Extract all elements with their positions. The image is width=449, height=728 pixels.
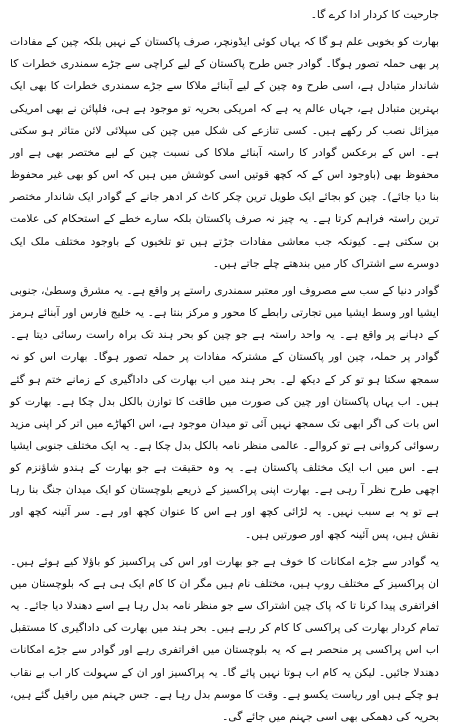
article-paragraph-2: بھارت کو بخوبی علم ہو گا کہ یہاں کوئی ایڈونچر، صرف پاکستان کے نہیں بلکہ چین کے مفادات پر بھی حملہ تصور ہوگا۔ گوادر جس طرح پاکستان کے لیے کراچی سے جڑے سمندری خطرات کا شاندار متبادل ہے، اسی طرح وہ چین کے لیے آبنائے ملاکا سے جڑے سمندری خطرات کا بھی ایک بہترین متبادل ہے، جہاں عالم یہ ہے کہ امریکی بحریہ تو موجود ہے ہی، فلپائن نے بھی امریکی میزائل نصب کر رکھے ہیں۔ کسی تنازعے کی شکل میں چین کی سپلائی لائن متاثر ہو سکتی ہے۔ اس کے برعکس گوادر کا راستہ آبنائے ملاکا کی نسبت چین کے لیے مختصر بھی ہے اور محفوظ بھی (باوجود اس کے کہ کچھ قوتیں اسی کوشش میں ہیں کہ اس کو بھی غیر محفوظ بنا دیا جائے)۔ چین کو بجائے ایک طویل ترین چکر کاٹ کر ادھر جانے کے گوادر ایک شاندار مختصر ترین راستہ فراہم کرتا ہے۔ یہ چیز نہ صرف پاکستان بلکہ سارے خطے کے استحکام کی علامت بن سکتی ہے۔ کیونکہ جب معاشی مفادات جڑتے ہیں تو تلخیوں کے باوجود مختلف ملک ایک دوسرے سے اشتراک کار میں بندھتے چلے جاتے ہیں۔ (10, 35, 439, 270)
article-paragraph-3: گوادر دنیا کے سب سے مصروف اور معتبر سمندری راستے پر واقع ہے۔ یہ مشرق وسطیٰ، جنوبی ایشیا اور وسط ایشیا میں تجارتی رابطے کا محور و مرکز بنتا ہے۔ یہ خلیج فارس اور آبنائے ہرمز کے دہانے پر واقع ہے۔ یہ واحد راستہ ہے جو چین کو بحر ہند تک براہ راست رسائی دیتا ہے۔ گوادر پر حملہ، چین اور پاکستان کے مشترکہ مفادات پر حملہ تصور ہوگا۔ بھارت اس کو نہ سمجھ سکتا ہو تو کر کے دیکھ لے۔ بحر ہند میں اب بھارت کی داداگیری کے زمانے ختم ہو گئے ہیں۔ اب یہاں پاکستان اور چین کی صورت میں طاقت کا توازن بالکل بدل چکا ہے۔ بھارت کو اس بات کی اگر ابھی تک سمجھ نہیں آئی تو میدان موجود ہے، اس اکھاڑے میں اتر کر اپنی مزید رسوائی کروانی ہے تو کروالے۔ عالمی منظر نامہ بالکل بدل چکا ہے۔ یہ ایک مختلف جنوبی ایشیا ہے۔ اس میں اب ایک مختلف پاکستان ہے۔ یہ وہ حقیقت ہے جو بھارت کے ہندو شاؤنزم کو اچھی طرح نظر آ رہی ہے۔ بھارت اپنی پراکسیز کے ذریعے بلوچستان کو ایک میدان جنگ بنا رہا ہے تو یہ بے سبب نہیں۔ یہ لڑائی کچھ اور ہے اس کا عنوان کچھ اور ہے۔ سر آئینہ کچھ اور نقش ہیں، پس آئینہ کچھ اور صورتیں ہیں۔ (10, 283, 439, 541)
article-paragraph-1: جارحیت کا کردار ادا کرے گا۔ (310, 8, 439, 21)
article-paragraph-4: یہ گوادر سے جڑے امکانات کا خوف ہے جو بھارت اور اس کی پراکسیز کو باؤلا کیے ہوئے ہیں۔ ان پراکسیز کے مختلف روپ ہیں، مختلف نام ہیں مگر ان کا کام ایک ہی ہے کہ بلوچستان میں افراتفری پیدا کرنا تا کہ پاک چین اشتراک سے جو منظر نامہ بدل رہا ہے اسے دھندلا دیا جائے۔ یہ تمام کردار بھارت کی پراکسی کا کام کر رہے ہیں۔ بحر ہند میں بھارت کی داداگیری کا مستقبل اب اس پراکسی پر منحصر ہے کہ یہ بلوچستان میں افراتفری رہے اور گوادر سے جڑے امکانات دھندلا جائیں۔ لیکن یہ کام اب ہوتا نہیں پائے گا۔ یہ پراکسیز اور ان کے سہولت کار اب بے نقاب ہو چکے ہیں اور ریاست یکسو ہے۔ وقت کا موسم بدل رہا ہے۔ جس جہنم میں رافیل گئے ہیں، بحریہ کی دھمکی بھی اسی جہنم میں جائے گی۔ (10, 554, 439, 723)
